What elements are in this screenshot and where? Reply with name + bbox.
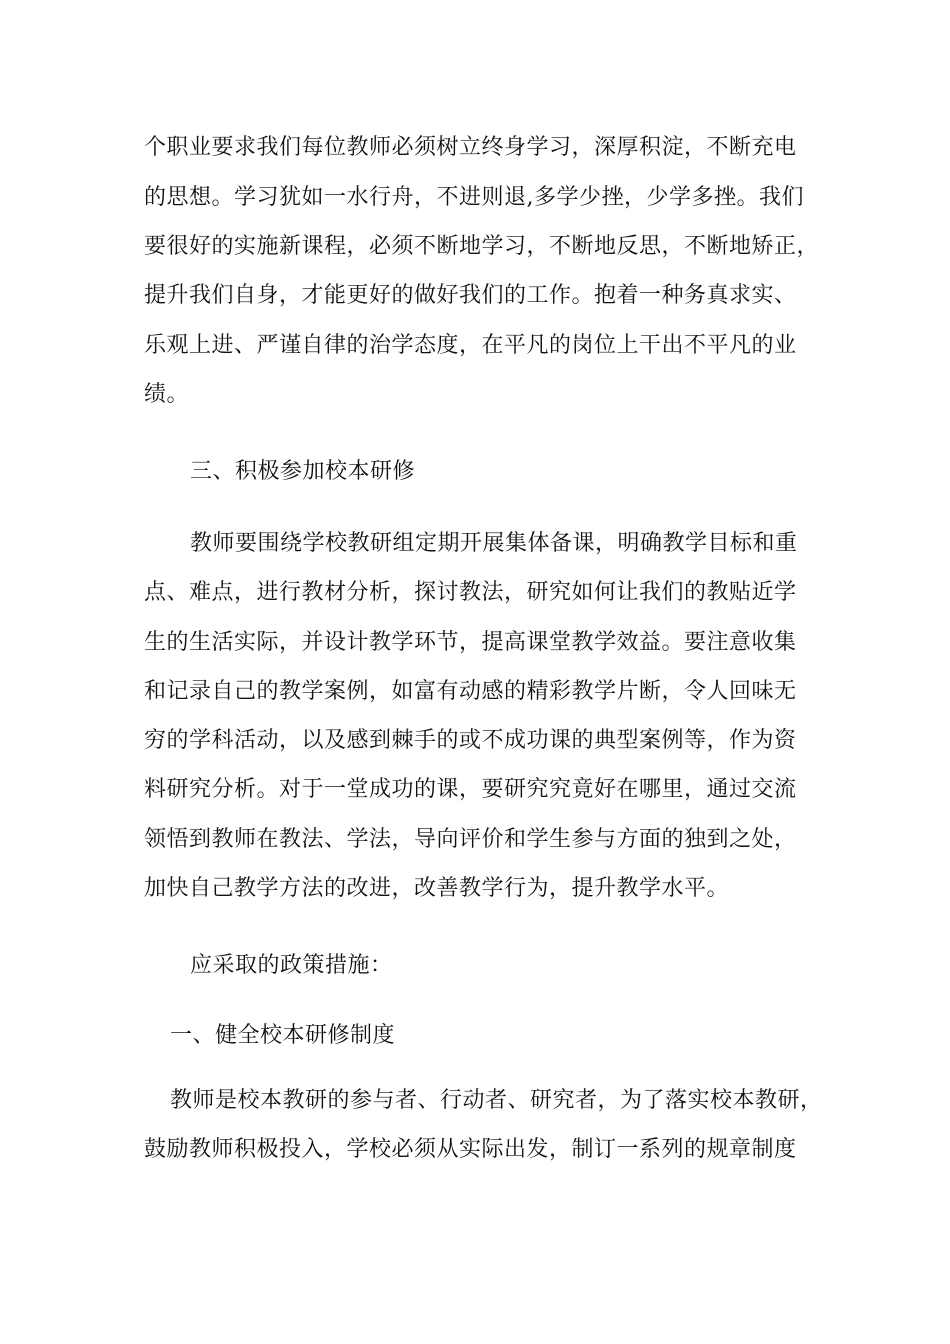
section-heading-3: 三、积极参加校本研修	[190, 459, 416, 484]
paragraph-line: 加快自己教学方法的改进，改善教学行为，提升教学水平。	[144, 876, 730, 901]
paragraph-line: 的思想。学习犹如一水行舟，不进则退,多学少挫，少学多挫。我们	[144, 185, 804, 210]
paragraph-line: 绩。	[144, 382, 190, 407]
paragraph-line: 提升我们自身，才能更好的做好我们的工作。抱着一种务真求实、	[144, 283, 797, 308]
paragraph-line: 生的生活实际，并设计教学环节，提高课堂教学效益。要注意收集	[144, 630, 797, 655]
paragraph-line: 料研究分析。对于一堂成功的课，要研究究竟好在哪里，通过交流	[144, 777, 797, 802]
paragraph-line: 乐观上进、严谨自律的治学态度，在平凡的岗位上干出不平凡的业	[144, 333, 797, 358]
paragraph-line: 教师要围绕学校教研组定期开展集体备课，明确教学目标和重	[190, 531, 798, 556]
paragraph-line: 点、难点，进行教材分析，探讨教法，研究如何让我们的教贴近学	[144, 580, 797, 605]
paragraph-line: 教师是校本教研的参与者、行动者、研究者，为了落实校本教研，	[170, 1088, 823, 1113]
paragraph-line: 个职业要求我们每位教师必须树立终身学习，深厚积淀，不断充电	[144, 135, 797, 160]
paragraph-line: 要很好的实施新课程，必须不断地学习，不断地反思，不断地矫正，	[144, 234, 820, 259]
policy-heading: 应采取的政策措施：	[190, 953, 393, 978]
paragraph-line: 和记录自己的教学案例，如富有动感的精彩教学片断，令人回味无	[144, 679, 797, 704]
section-heading-1: 一、健全校本研修制度	[170, 1023, 396, 1048]
paragraph-line: 鼓励教师积极投入，学校必须从实际出发，制订一系列的规章制度	[144, 1137, 797, 1162]
paragraph-line: 穷的学科活动，以及感到棘手的或不成功课的典型案例等，作为资	[144, 728, 797, 753]
paragraph-line: 领悟到教师在教法、学法，导向评价和学生参与方面的独到之处，	[144, 827, 797, 852]
